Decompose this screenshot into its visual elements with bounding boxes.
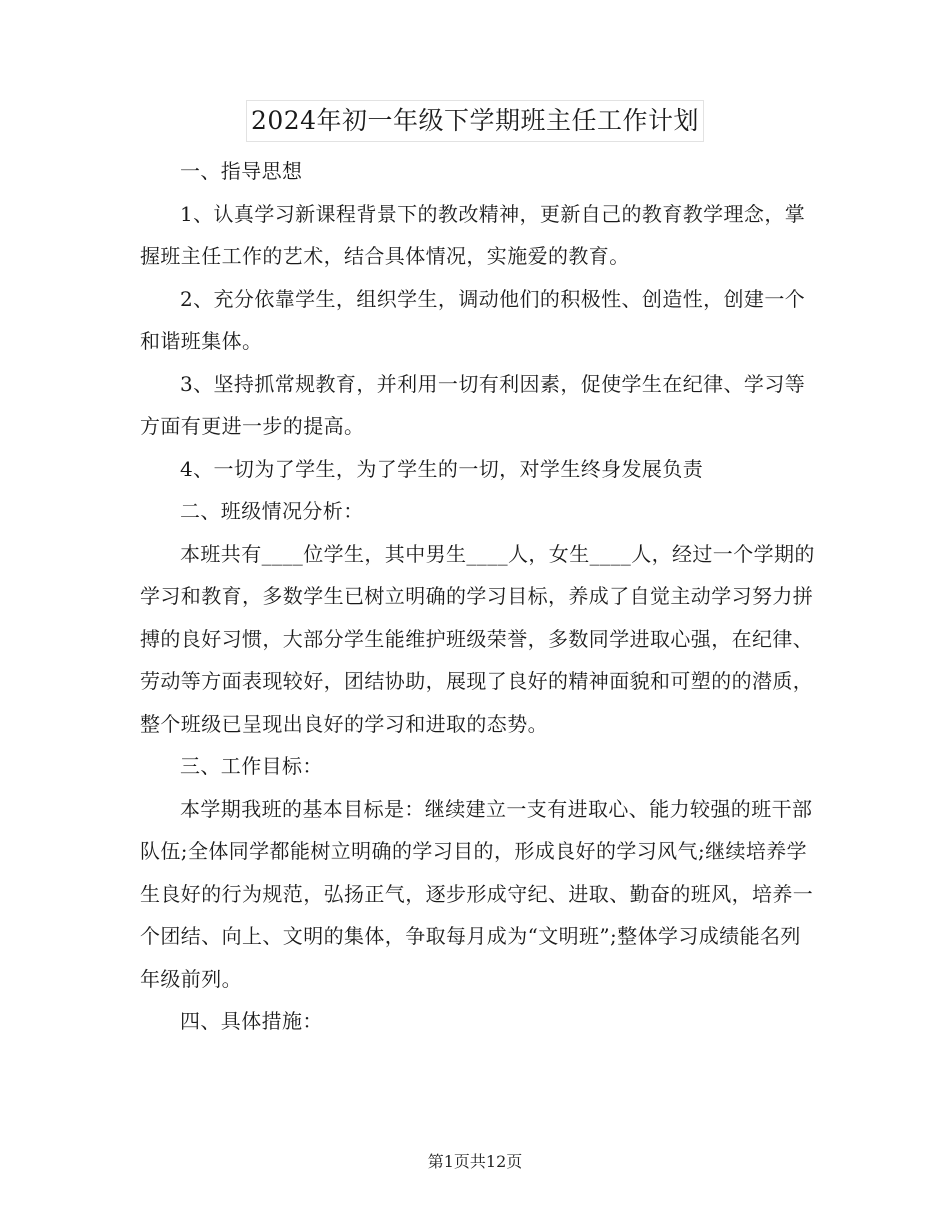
paragraph-item-1: 1、认真学习新课程背景下的教改精神，更新自己的教育教学理念，掌握班主任工作的艺术，结合具体情况，实施爱的教育。	[140, 201, 806, 268]
page-number: 第1页共12页	[427, 1152, 523, 1171]
paragraph-item-4: 4、一切为了学生，为了学生的一切，对学生终身发展负责	[180, 456, 704, 481]
paragraph-item-3: 3、坚持抓常规教育，并利用一切有利因素，促使学生在纪律、学习等方面有更进一步的提高。	[140, 371, 806, 438]
heading-guiding-thought: 一、指导思想	[180, 159, 303, 183]
heading-specific-measures: 四、具体措施：	[180, 1009, 323, 1033]
heading-work-goals: 三、工作目标：	[180, 754, 323, 778]
paragraph-item-2: 2、充分依靠学生，组织学生，调动他们的积极性、创造性，创建一个和谐班集体。	[140, 286, 806, 353]
heading-class-analysis: 二、班级情况分析：	[180, 499, 364, 523]
document-body	[140, 150, 820, 1043]
paragraph-class-analysis: 本班共有____位学生，其中男生____人，女生____人，经过一个学期的学习和教育，多数学生已树立明确的学习目标，养成了自觉主动学习努力拼搏的良好习惯，大部分学生能维护班级荣誉，多数同学进取心强，在纪律、劳动等方面表现较好，团结协助，展现了良好的精神面貌和可塑的的潜质，整个班级已呈现出良好的学习和进取的态势。	[140, 541, 815, 736]
title-container	[0, 100, 950, 142]
paragraph-work-goals: 本学期我班的基本目标是：继续建立一支有进取心、能力较强的班干部队伍;全体同学都能树立明确的学习目的，形成良好的学习风气;继续培养学生良好的行为规范，弘扬正气，逐步形成守纪、进取、勤奋的班风，培养一个团结、向上、文明的集体，争取每月成为“文明班”;整体学习成绩能名列年级前列。	[140, 796, 814, 991]
document-title: 2024年初一年级下学期班主任工作计划	[246, 100, 704, 142]
